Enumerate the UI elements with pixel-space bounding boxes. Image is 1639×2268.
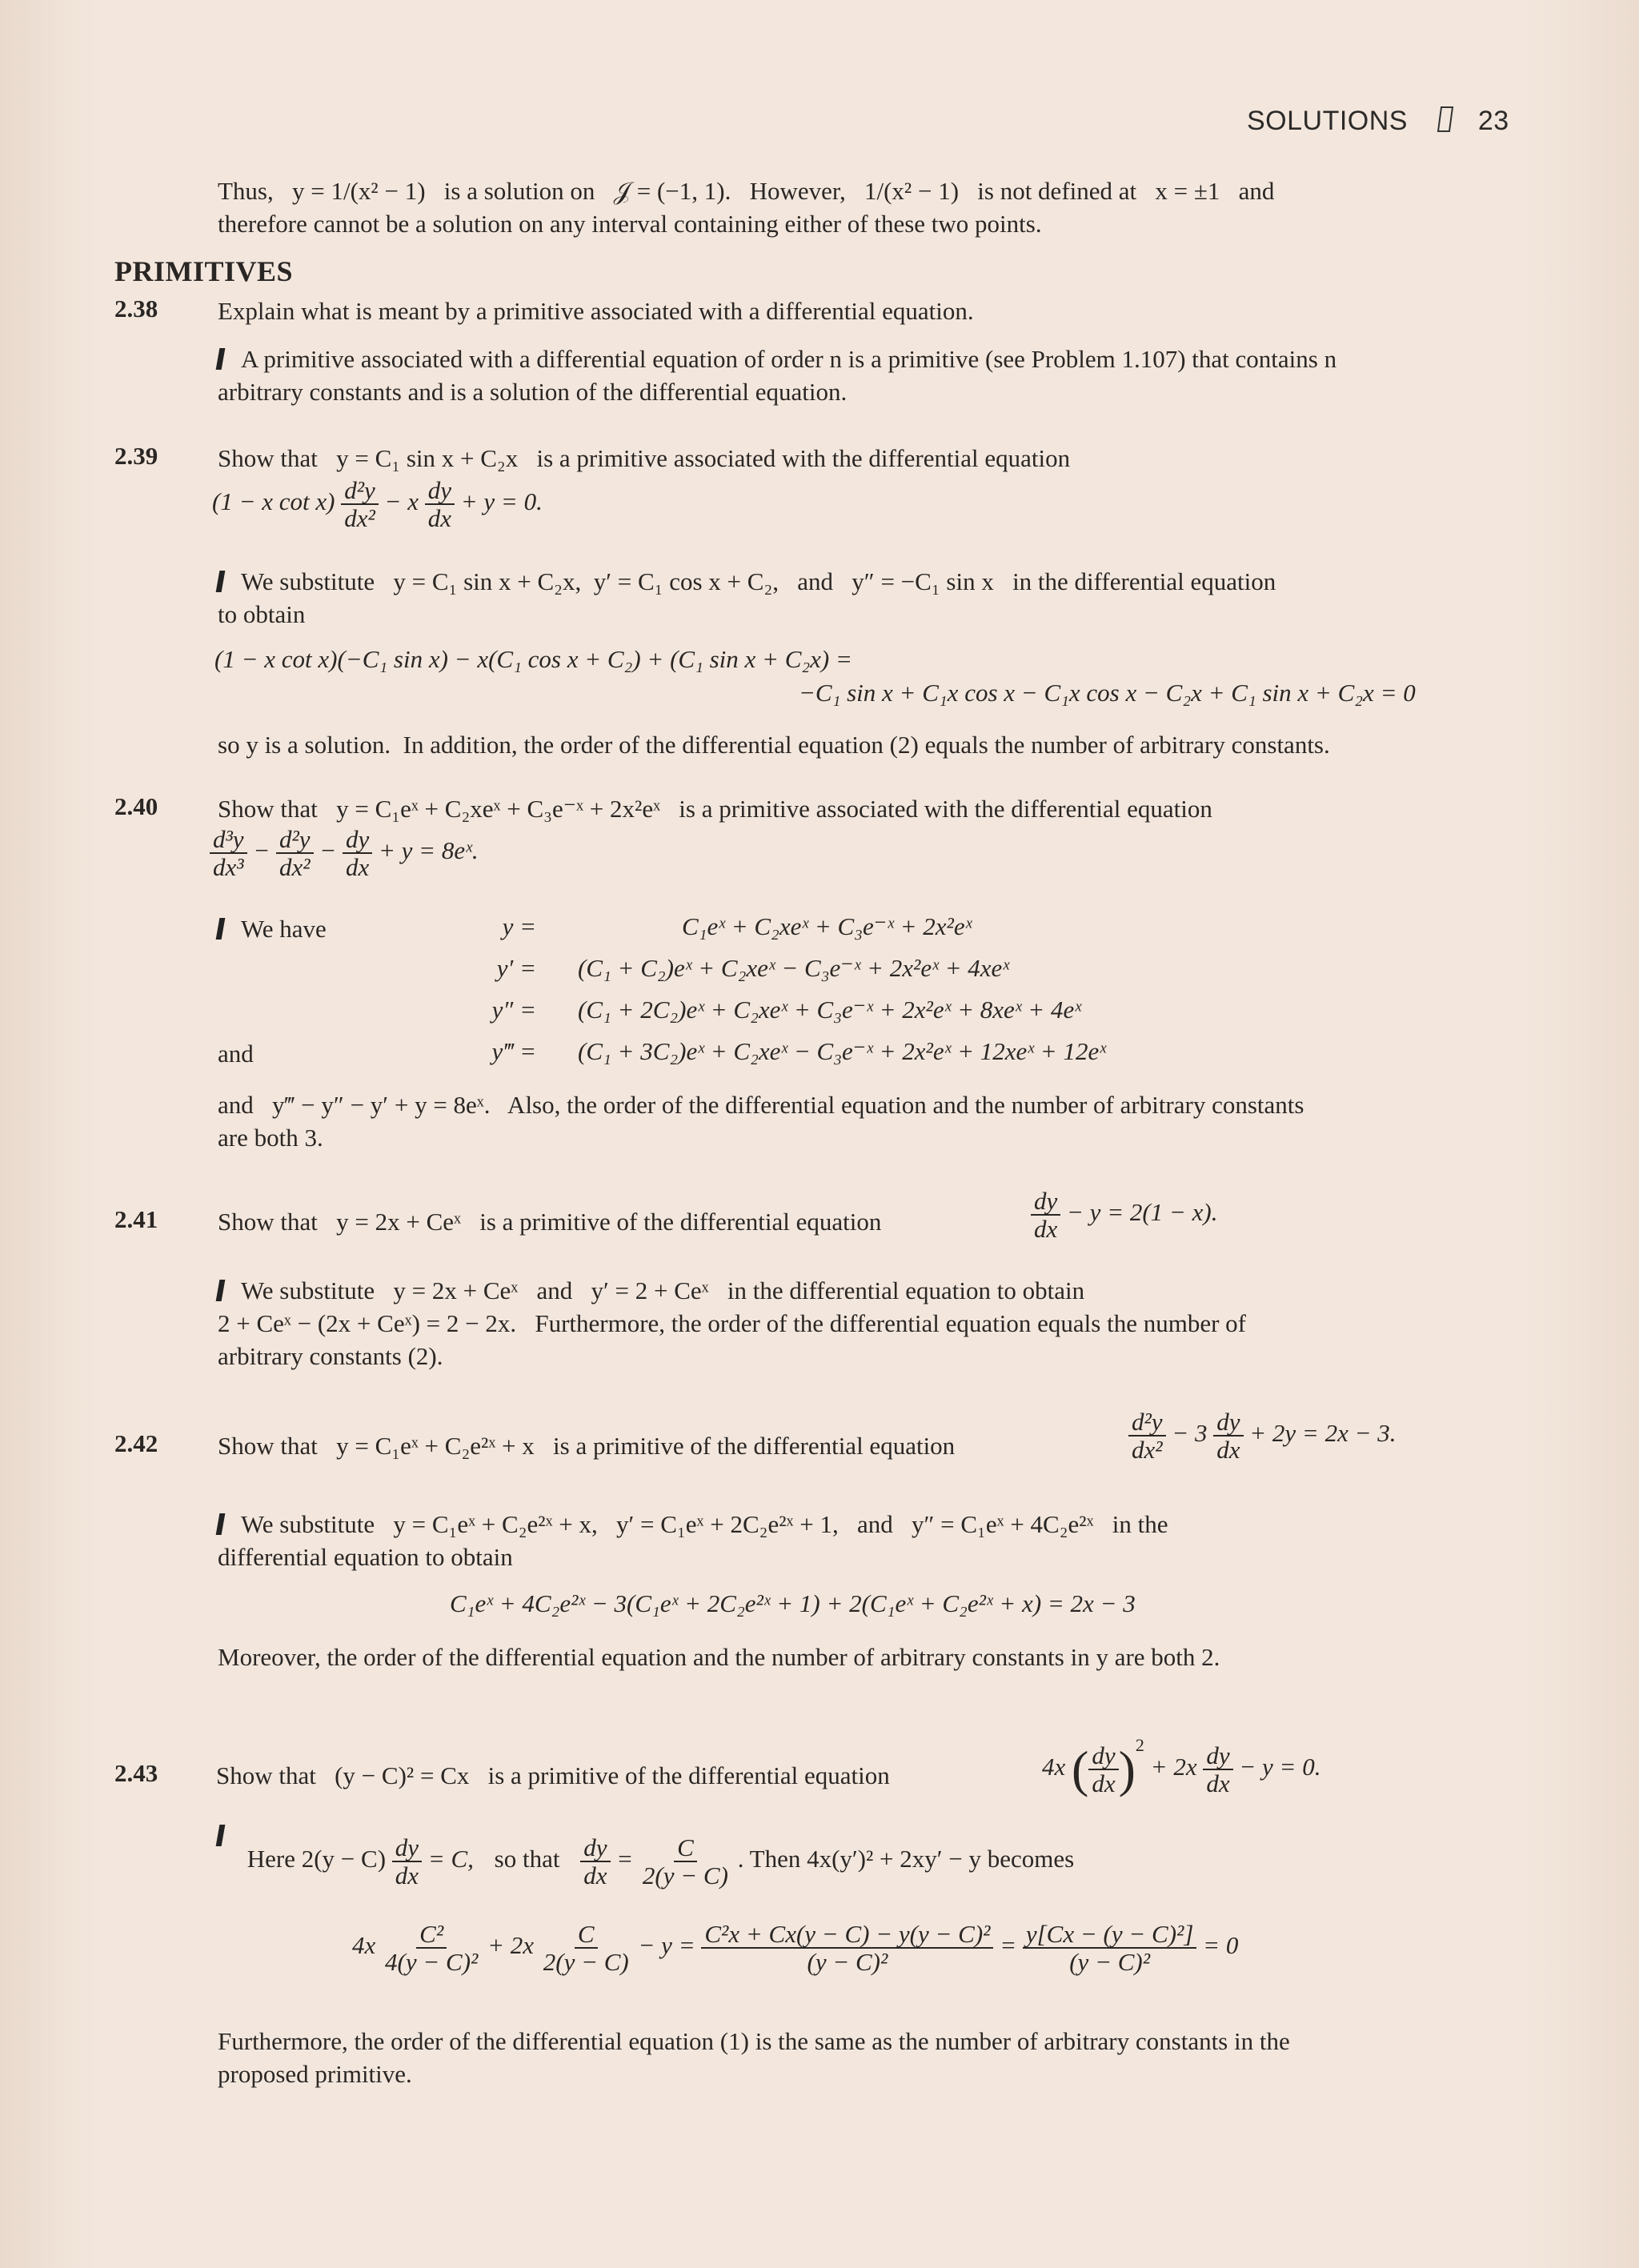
problem-solution	[218, 1274, 1538, 1372]
problem-question: Explain what is meant by a primitive associated with a differential equation.	[218, 297, 974, 325]
derivative-lhs: y′ =	[496, 954, 536, 982]
solution-marker	[216, 918, 226, 940]
numerator: dy	[1203, 1742, 1232, 1770]
eq-text: = C,	[427, 1845, 474, 1873]
fraction	[701, 1921, 993, 1975]
problem-question: Show that y = C₁ sin x + C₂x is a primitive associated with the differential equation	[218, 444, 1071, 472]
fraction	[540, 1921, 632, 1975]
numerator: dy	[1213, 1408, 1243, 1437]
solution-equation: C₁eˣ + 4C₂e²ˣ − 3(C₁eˣ + 2C₂e²ˣ + 1) + 2(C₁eˣ + C₂e²ˣ + x) = 2x − 3	[450, 1589, 1136, 1617]
eq-text: − y = 0.	[1239, 1753, 1321, 1781]
derivative-lhs: y‴ =	[491, 1037, 536, 1065]
problem-number: 2.42	[114, 1429, 158, 1457]
fraction	[639, 1834, 731, 1889]
page-number: 23	[1477, 106, 1509, 136]
numerator: dy	[392, 1834, 422, 1862]
derivative-rhs: C₁eˣ + C₂xeˣ + C₃e⁻ˣ + 2x²eˣ	[682, 912, 972, 940]
numerator: dy	[1031, 1188, 1060, 1216]
numerator: dy	[580, 1834, 610, 1862]
fraction	[343, 826, 372, 880]
numerator: d²y	[1128, 1408, 1166, 1437]
solution-line: so y is a solution. In addition, the order of the differential equation (2) equals the number of arbitrary constants.	[218, 731, 1330, 759]
eq-text: + y = 8eˣ.	[378, 836, 479, 865]
problem-number: 2.38	[114, 295, 158, 323]
solution-line: proposed primitive.	[218, 2060, 412, 2088]
fraction	[425, 477, 455, 531]
solution-marker	[216, 1280, 226, 1301]
denominator: dx	[395, 1861, 419, 1889]
intro-line-1: Thus, y = 1/(x² − 1) is a solution on 𝒥 = (−1, 1). However, 1/(x² − 1) is not defined at x = ±1 and	[218, 177, 1275, 205]
derivative-rhs: (C₁ + 3C₂)eˣ + C₂xeˣ − C₃e⁻ˣ + 2x²eˣ + 12xeˣ + 12eˣ	[578, 1037, 1106, 1065]
eq-text: − y = 2(1 − x).	[1067, 1198, 1218, 1227]
problem-question: Show that y = 2x + Ceˣ is a primitive of the differential equation	[218, 1208, 882, 1236]
solution-line: and y‴ − y″ − y′ + y = 8eˣ. Also, the order of the differential equation and the number of arbitrary constants	[218, 1091, 1304, 1119]
eq-text: + y = 0.	[460, 487, 543, 516]
problem-solution	[218, 1508, 1538, 1573]
fraction	[1128, 1408, 1166, 1463]
eq-text: + 2x	[487, 1931, 534, 1960]
problem-solution	[218, 565, 1538, 631]
solution-line: arbitrary constants (2).	[218, 1342, 443, 1370]
derivative-lhs: y″ =	[491, 996, 536, 1024]
problem-number: 2.43	[114, 1759, 158, 1787]
eq-text: − y =	[638, 1931, 695, 1960]
intro-paragraph	[218, 174, 1530, 240]
and-label: and	[218, 1040, 254, 1068]
numerator: C²x + Cx(y − C) − y(y − C)²	[701, 1921, 993, 1949]
denominator: (y − C)²	[807, 1948, 888, 1976]
problem-solution	[218, 2025, 1538, 2090]
fraction	[341, 477, 379, 531]
solution-line: We substitute y = 2x + Ceˣ and y′ = 2 + Ceˣ in the differential equation to obtain	[241, 1276, 1085, 1304]
numerator: C	[674, 1834, 697, 1862]
differential-equation: 4x ( $\frac{dy}{dx}$ )$^2$ + 2x $\frac{dy}{dx}$ − y = 0.	[1042, 1735, 1321, 1797]
denominator: dx³	[213, 853, 244, 881]
book-icon	[1437, 106, 1454, 140]
denominator: dx	[583, 1861, 607, 1889]
denominator: dx²	[1132, 1436, 1163, 1464]
eq-text: =	[1000, 1931, 1023, 1960]
solution-line: Furthermore, the order of the differential equation (1) is the same as the number of arbitrary constants in the	[218, 2027, 1290, 2055]
eq-text: − x	[384, 487, 419, 516]
problem-number: 2.40	[114, 792, 158, 820]
denominator: dx	[427, 504, 451, 532]
eq-text: (1 − x cot x)	[212, 487, 335, 516]
fraction	[210, 826, 247, 880]
solution-line: We substitute y = C₁eˣ + C₂e²ˣ + x, y′ = C₁eˣ + 2C₂e²ˣ + 1, and y″ = C₁eˣ + 4C₂e²ˣ in the	[241, 1510, 1168, 1538]
fraction	[392, 1834, 422, 1889]
solution-marker	[216, 1513, 226, 1535]
solution-line: are both 3.	[218, 1124, 323, 1152]
denominator: 2(y − C)	[543, 1948, 629, 1976]
answer-line: A primitive associated with a differential equation of order n is a primitive (see Problem 1.107) that contains n	[241, 345, 1337, 373]
differential-equation	[1128, 1408, 1397, 1463]
derivative-lhs: y =	[502, 912, 536, 940]
numerator: C²	[416, 1921, 447, 1949]
numerator: dy	[425, 477, 455, 505]
intro-line-2: therefore cannot be a solution on any interval containing either of these two points.	[218, 210, 1042, 238]
numerator: y[Cx − (y − C)²]	[1023, 1921, 1197, 1949]
problem-number: 2.39	[114, 442, 158, 470]
differential-equation	[212, 477, 543, 531]
eq-text: Here 2(y − C)	[246, 1845, 387, 1873]
solution-equation: (1 − x cot x)(−C₁ sin x) − x(C₁ cos x + C₂) + (C₁ sin x + C₂x) =	[214, 645, 852, 673]
differential-equation	[1031, 1188, 1217, 1242]
fraction	[382, 1921, 481, 1975]
fraction	[276, 826, 314, 880]
denominator: 2(y − C)	[642, 1861, 728, 1889]
fraction	[1213, 1408, 1243, 1463]
section-title: PRIMITIVES	[114, 255, 294, 287]
solution-line: differential equation to obtain	[218, 1543, 513, 1571]
solution-line: Moreover, the order of the differential equation and the number of arbitrary constants in y are both 2.	[218, 1643, 1220, 1671]
solution-equation	[352, 1921, 1238, 1975]
problem-question: Show that y = C₁eˣ + C₂xeˣ + C₃e⁻ˣ + 2x²eˣ is a primitive associated with the differential equation	[218, 795, 1212, 823]
we-have	[218, 912, 327, 945]
running-header	[1247, 106, 1509, 140]
solution-line: 2 + Ceˣ − (2x + Ceˣ) = 2 − 2x. Furthermore, the order of the differential equation equals the number of	[218, 1309, 1247, 1337]
numerator: d²y	[341, 477, 379, 505]
problem-question: Show that y = C₁eˣ + C₂e²ˣ + x is a primitive of the differential equation	[218, 1432, 956, 1460]
numerator: dy	[343, 826, 372, 854]
fraction	[1088, 1742, 1118, 1797]
denominator: dx	[1092, 1769, 1116, 1797]
numerator: C	[575, 1921, 598, 1949]
eq-text: 4x	[1042, 1753, 1066, 1781]
problem-number: 2.41	[114, 1205, 158, 1233]
denominator: dx	[1216, 1436, 1240, 1464]
eq-text: = 0	[1203, 1931, 1239, 1960]
denominator: (y − C)²	[1069, 1948, 1151, 1976]
eq-text: so that	[494, 1845, 560, 1873]
solution-line: to obtain	[218, 600, 306, 628]
differential-equation: $\frac{\text{d³y}}{\text{dx³}}$ − $\frac{\text{d²y}}{\text{dx²}}$ − $\frac{dy}{dx}$ + y = 8eˣ.	[210, 826, 479, 880]
eq-text: − 3	[1172, 1419, 1208, 1448]
solution-equation: −C₁ sin x + C₁x cos x − C₁x cos x − C₂x + C₁ sin x + C₂x = 0	[799, 679, 1416, 707]
denominator: dx²	[279, 853, 311, 881]
denominator: dx²	[344, 504, 375, 532]
denominator: dx	[1206, 1769, 1230, 1797]
exponent: 2	[1135, 1735, 1144, 1755]
fraction	[1023, 1921, 1197, 1975]
numerator: dy	[1088, 1742, 1118, 1770]
answer-line: arbitrary constants and is a solution of the differential equation.	[218, 378, 848, 406]
derivative-rhs: (C₁ + 2C₂)eˣ + C₂xeˣ + C₃e⁻ˣ + 2x²eˣ + 8xeˣ + 4eˣ	[578, 996, 1081, 1024]
eq-text: . Then 4x(y′)² + 2xy′ − y becomes	[737, 1845, 1075, 1873]
numerator: d³y	[210, 826, 247, 854]
denominator: dx	[345, 853, 370, 881]
solution-marker	[216, 1825, 226, 1846]
solution-line: We substitute y = C₁ sin x + C₂x, y′ = C₁ cos x + C₂, and y″ = −C₁ sin x in the differential equation	[241, 567, 1276, 595]
solution-marker	[216, 348, 226, 370]
fraction	[580, 1834, 610, 1889]
solution-marker	[216, 571, 226, 592]
problem-question: Show that (y − C)² = Cx is a primitive of the differential equation	[216, 1761, 890, 1789]
denominator: 4(y − C)²	[385, 1948, 479, 1976]
we-have-label: We have	[241, 915, 327, 943]
fraction	[1031, 1188, 1060, 1242]
eq-text: + 2y = 2x − 3.	[1249, 1419, 1397, 1448]
eq-text: 4x	[352, 1931, 376, 1960]
fraction	[1203, 1742, 1232, 1797]
derivative-rhs: (C₁ + C₂)eˣ + C₂xeˣ − C₃e⁻ˣ + 2x²eˣ + 4xeˣ	[578, 954, 1010, 982]
header-section: SOLUTIONS	[1247, 106, 1408, 136]
numerator: d²y	[276, 826, 314, 854]
problem-answer	[218, 343, 1538, 408]
eq-text: + 2x	[1150, 1753, 1197, 1781]
solution-derivation: Here 2(y − C) $\frac{dy}{dx}$ = C, so that $\frac{dy}{dx}$ = $\frac{C}{2(y - C)}$ . Then 4x(y′)² + 2xy′ − y becomes	[218, 1825, 1074, 1889]
denominator: dx	[1034, 1215, 1058, 1243]
problem-solution	[218, 1088, 1538, 1154]
